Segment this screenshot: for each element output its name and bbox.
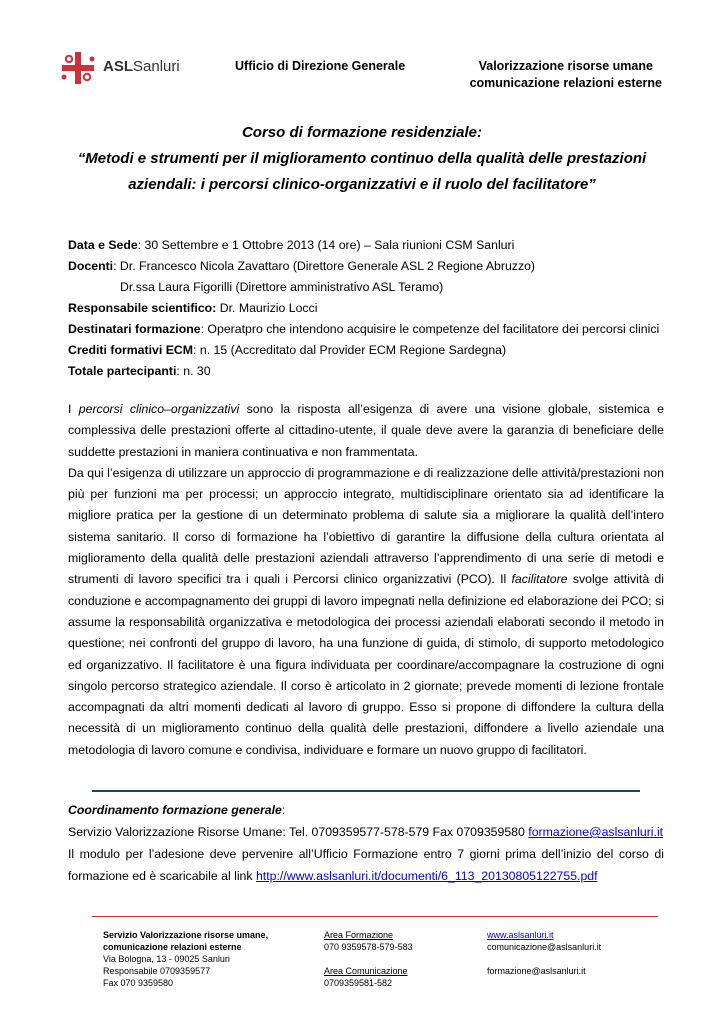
footer-divider [92,916,658,917]
ecm-credits-line: Crediti formativi ECM: n. 15 (Accreditato dal Provider ECM Regione Sardegna) [68,343,507,357]
email-link[interactable]: formazione@aslsanluri.it [528,825,664,839]
website-link[interactable]: www.aslsanluri.it [487,930,554,940]
form-download-link[interactable]: http://www.aslsanluri.it/documenti/6_113_20130805122755.pdf [255,869,598,883]
date-venue-line: Data e Sede: 30 Settembre e 1 Ottobre 2013 (14 ore) – Sala riunioni CSM Sanluri [68,238,515,252]
footer-contacts: www.aslsanluri.it comunicazione@aslsanluri.it formazione@aslsanluri.it [487,930,602,976]
logo-wordmark: ASLSanluri [103,58,180,75]
paragraph-2: Da qui l’esigenza di utilizzare un approccio di programmazione e di realizzazione delle attività/prestazioni non più per funzioni ma per processi; un approccio integrato, multidisciplinare orientato sia ad identificare la migliore pratica per la gestione di un determinato problema di salute sia a migliorare la qualità dell’intero sistema sanitario. Il corso di formazione ha l’obiettivo di garantire la diffusione della cultura orientata al miglioramento della qualità delle prestazioni aziendali attraverso l’apprendimento di una serie di metodi e strumenti di lavoro specifici tra i quali i Percorsi clinico organizzativi (PCO). Il facilitatore svolge attività di conduzione e accompagnamento dei gruppi di lavoro impegnati nella definizione ed elaborazione dei PCO; si assume la responsabilità organizzativa e metodologica dei processi aziendali elaborati secondo il metodo in questione; nei confronti del gruppo di lavoro, ha una funzione di guida, di stimolo, di supporto metodologico ed organizzativo. Il facilitatore è una figura individuata per coordinare/accompagnare la costruzione di ogni singolo percorso strategico aziendale. Il corso è articolato in 2 giornate; prevede momenti di lezione frontale accompagnati da altri momenti dedicati al lavoro di gruppo. Esso si propone di diffondere la cultura della necessità di un miglioramento continuo della qualità delle prestazioni, diffondere a livello aziendale una metodologia di lavoro comune e condivisa, individuare e formare un nuovo gruppo di facilitatori. [68,465,664,757]
footer-service-info: Servizio Valorizzazione risorse umane, comunicazione relazioni esterne Via Bologna, 13 - 09025 Sanluri Responsabile 0709359577 Fax 070 9359580 [103,930,269,988]
office-name: Ufficio di Direzione Generale [235,59,406,73]
teachers-line: Docenti: Dr. Francesco Nicola Zavattaro (Direttore Generale ASL 2 Regione Abruzzo) [68,259,536,273]
paragraph-1: I percorsi clinico–organizzativi sono la risposta all’esigenza di avere una visione globale, sistemica e complessiva delle prestazioni offerte al cittadino-utente, il quale deve avere la garanzia di beneficiare delle suddette prestazioni in maniera continuativa e non frammentata. [68,402,664,459]
department-name: Valorizzazione risorse umane comunicazione relazioni esterne [469,59,662,90]
target-audience-line: Destinatari formazione: Operatpro che intendono acquisire le competenze del facilitatore dei percorsi clinici [68,322,660,336]
coordination-heading: Coordinamento formazione generale [68,803,282,817]
section-divider [92,790,640,792]
asl-cross-logo-icon [58,50,98,86]
participants-line: Totale partecipanti: n. 30 [68,364,211,378]
course-description [68,399,664,761]
footer-areas: Area Formazione 070 9359578-579-583 Area Comunicazione 0709359581-582 [324,930,413,988]
coordination-section: Coordinamento formazione generale: Servizio Valorizzazione Risorse Umane: Tel. 0709359577-578-579 Fax 0709359580 formazione@aslsanluri.it Il modulo per l’adesione deve pervenire all’Ufficio Formazione entro 7 giorni prima dell’inizio del corso di formazione ed è scaricabile al link http://www.aslsanluri.it/documenti/6_113_20130805122755.pdf [68,803,664,883]
course-title: Corso di formazione residenziale: “Metodi e strumenti per il miglioramento continuo della qualità delle prestazioni aziendali: i percorsi clinico-organizzativi e il ruolo del facilitatore” [77,124,647,193]
scientific-manager-line: Responsabile scientifico: Dr. Maurizio Locci [68,301,318,315]
teacher-2-line: Dr.ssa Laura Figorilli (Direttore amministrativo ASL Teramo) [120,280,444,294]
